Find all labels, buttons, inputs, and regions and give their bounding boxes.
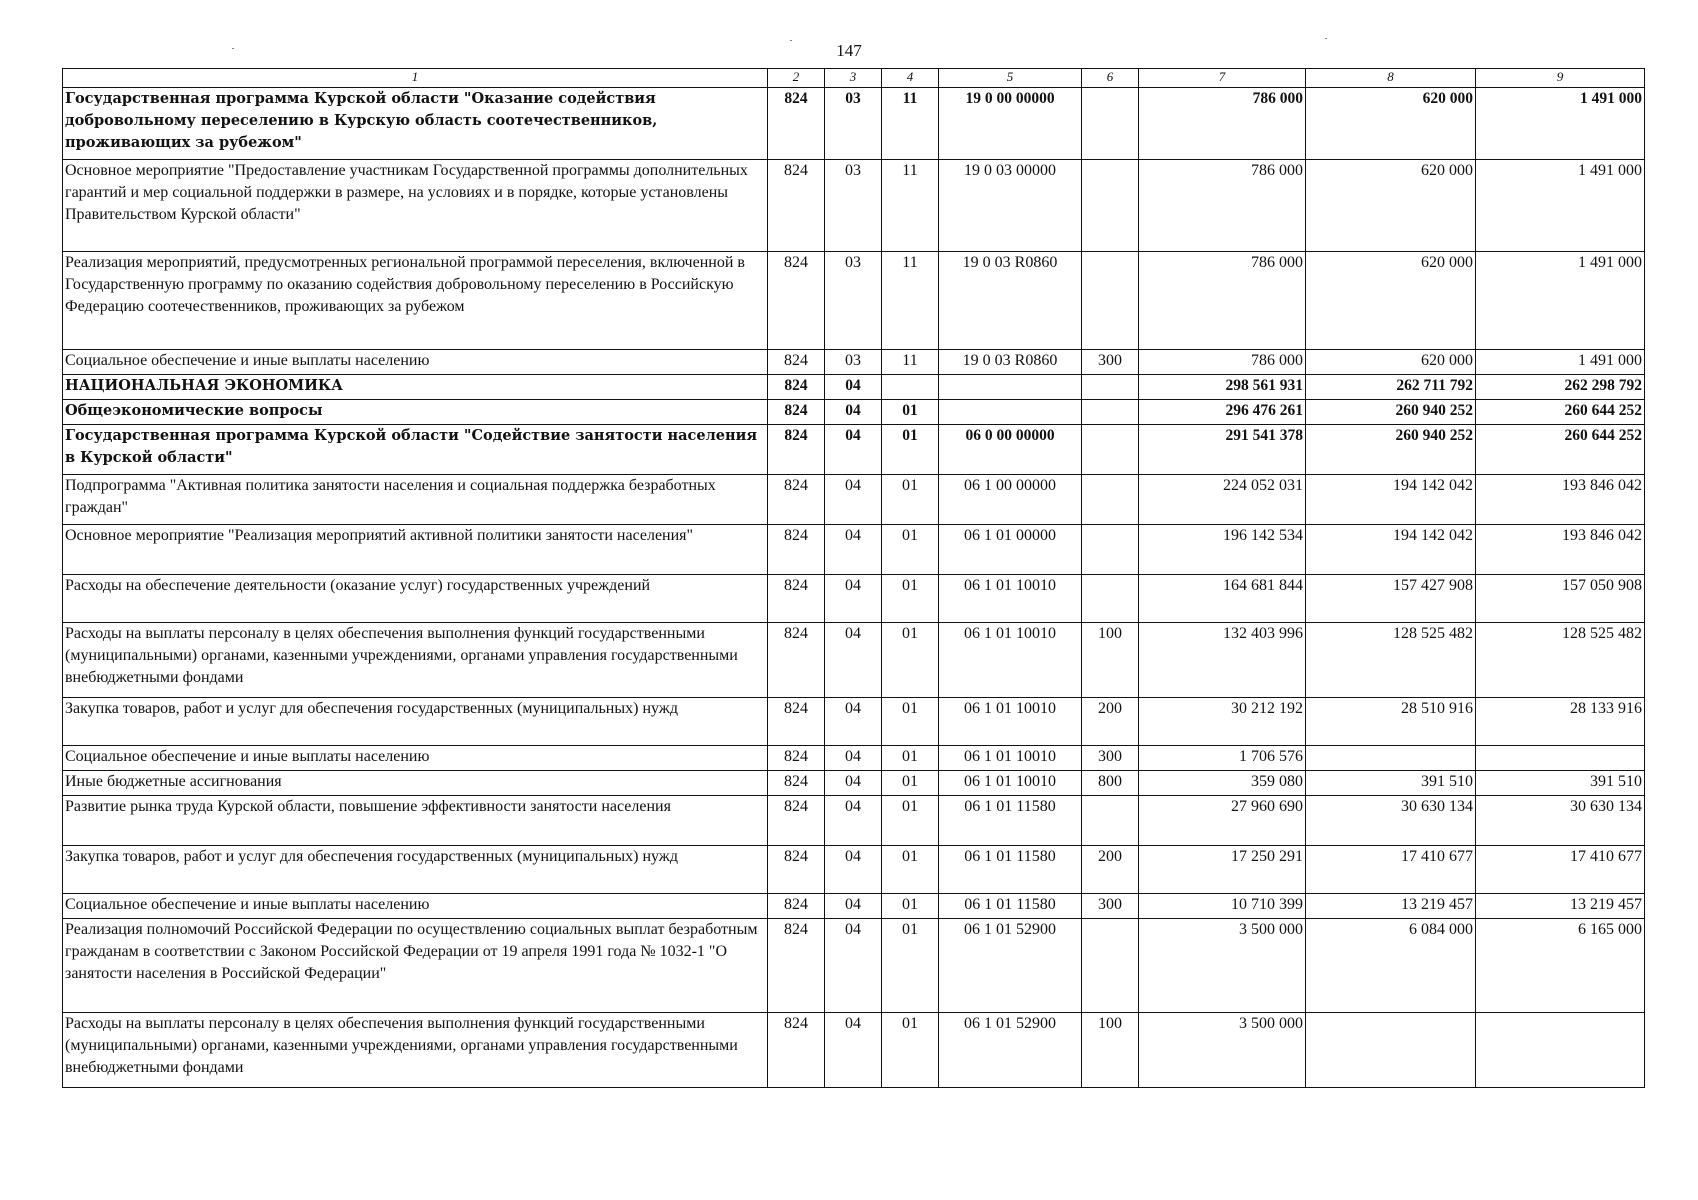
expense-type-code xyxy=(1082,88,1139,160)
subsection-code: 01 xyxy=(882,525,939,575)
amount-col-8: 262 711 792 xyxy=(1306,375,1476,400)
subsection-code: 01 xyxy=(882,575,939,623)
expense-type-code xyxy=(1082,525,1139,575)
expense-type-code: 200 xyxy=(1082,698,1139,746)
amount-col-8: 157 427 908 xyxy=(1306,575,1476,623)
amount-col-8: 620 000 xyxy=(1306,160,1476,252)
header-col-2: 2 xyxy=(768,69,825,88)
target-article-code: 06 1 01 00000 xyxy=(939,525,1082,575)
amount-col-7: 786 000 xyxy=(1139,252,1306,350)
subsection-code: 01 xyxy=(882,771,939,796)
amount-col-7: 10 710 399 xyxy=(1139,894,1306,919)
amount-col-9: 13 219 457 xyxy=(1476,894,1645,919)
section-code: 04 xyxy=(825,375,882,400)
table-row xyxy=(63,623,1645,698)
section-code: 04 xyxy=(825,1013,882,1088)
item-name: Иные бюджетные ассигнования xyxy=(63,771,768,796)
table-row xyxy=(63,846,1645,894)
table-row xyxy=(63,919,1645,1013)
subsection-code: 11 xyxy=(882,350,939,375)
table-row xyxy=(63,1013,1645,1088)
table-row xyxy=(63,400,1645,425)
subsection-code xyxy=(882,375,939,400)
table-row xyxy=(63,771,1645,796)
amount-col-9: 1 491 000 xyxy=(1476,350,1645,375)
subsection-code: 11 xyxy=(882,88,939,160)
section-code: 04 xyxy=(825,400,882,425)
amount-col-8: 194 142 042 xyxy=(1306,475,1476,525)
amount-col-9: 1 491 000 xyxy=(1476,252,1645,350)
target-article-code xyxy=(939,375,1082,400)
section-code: 04 xyxy=(825,846,882,894)
item-name: Государственная программа Курской области "Содействие занятости населения в Курской области" xyxy=(63,425,768,475)
table-row xyxy=(63,894,1645,919)
amount-col-9: 17 410 677 xyxy=(1476,846,1645,894)
amount-col-7: 17 250 291 xyxy=(1139,846,1306,894)
item-name: Закупка товаров, работ и услуг для обеспечения государственных (муниципальных) нужд xyxy=(63,698,768,746)
section-code: 04 xyxy=(825,698,882,746)
target-article-code: 06 1 01 10010 xyxy=(939,575,1082,623)
table-row xyxy=(63,375,1645,400)
amount-col-7: 132 403 996 xyxy=(1139,623,1306,698)
expense-type-code: 300 xyxy=(1082,350,1139,375)
expense-type-code xyxy=(1082,375,1139,400)
amount-col-8: 17 410 677 xyxy=(1306,846,1476,894)
amount-col-8: 128 525 482 xyxy=(1306,623,1476,698)
item-name: Социальное обеспечение и иные выплаты населению xyxy=(63,746,768,771)
amount-col-8: 194 142 042 xyxy=(1306,525,1476,575)
amount-col-7: 291 541 378 xyxy=(1139,425,1306,475)
target-article-code: 06 1 01 11580 xyxy=(939,846,1082,894)
table-row xyxy=(63,425,1645,475)
amount-col-7: 224 052 031 xyxy=(1139,475,1306,525)
section-code: 04 xyxy=(825,796,882,846)
expense-type-code xyxy=(1082,475,1139,525)
item-name: Развитие рынка труда Курской области, повышение эффективности занятости населения xyxy=(63,796,768,846)
grbs-code: 824 xyxy=(768,1013,825,1088)
amount-col-7: 30 212 192 xyxy=(1139,698,1306,746)
subsection-code: 01 xyxy=(882,746,939,771)
subsection-code: 01 xyxy=(882,475,939,525)
scan-speck xyxy=(790,40,792,41)
amount-col-8: 260 940 252 xyxy=(1306,425,1476,475)
expense-type-code: 800 xyxy=(1082,771,1139,796)
section-code: 03 xyxy=(825,160,882,252)
grbs-code: 824 xyxy=(768,475,825,525)
expense-type-code xyxy=(1082,575,1139,623)
amount-col-8: 6 084 000 xyxy=(1306,919,1476,1013)
section-code: 04 xyxy=(825,575,882,623)
amount-col-7: 27 960 690 xyxy=(1139,796,1306,846)
subsection-code: 01 xyxy=(882,698,939,746)
header-col-1: 1 xyxy=(63,69,768,88)
grbs-code: 824 xyxy=(768,698,825,746)
section-code: 04 xyxy=(825,623,882,698)
expense-type-code: 100 xyxy=(1082,623,1139,698)
expense-type-code: 300 xyxy=(1082,894,1139,919)
scan-speck xyxy=(232,48,234,49)
amount-col-9: 260 644 252 xyxy=(1476,400,1645,425)
grbs-code: 824 xyxy=(768,894,825,919)
amount-col-7: 298 561 931 xyxy=(1139,375,1306,400)
amount-col-9: 6 165 000 xyxy=(1476,919,1645,1013)
expense-type-code xyxy=(1082,400,1139,425)
amount-col-9: 193 846 042 xyxy=(1476,475,1645,525)
item-name: Основное мероприятие "Реализация мероприятий активной политики занятости населения" xyxy=(63,525,768,575)
item-name: Расходы на выплаты персоналу в целях обеспечения выполнения функций государственными (муниципальными) органами, казенными учреждениями, органами управления государственными внебюджетными фондами xyxy=(63,1013,768,1088)
table-row xyxy=(63,160,1645,252)
amount-col-9: 157 050 908 xyxy=(1476,575,1645,623)
amount-col-9: 1 491 000 xyxy=(1476,160,1645,252)
item-name: Социальное обеспечение и иные выплаты населению xyxy=(63,350,768,375)
amount-col-8: 620 000 xyxy=(1306,252,1476,350)
target-article-code: 06 1 01 10010 xyxy=(939,698,1082,746)
section-code: 04 xyxy=(825,425,882,475)
header-col-7: 7 xyxy=(1139,69,1306,88)
grbs-code: 824 xyxy=(768,252,825,350)
item-name: Закупка товаров, работ и услуг для обеспечения государственных (муниципальных) нужд xyxy=(63,846,768,894)
grbs-code: 824 xyxy=(768,623,825,698)
expense-type-code: 200 xyxy=(1082,846,1139,894)
table-row xyxy=(63,698,1645,746)
target-article-code: 06 1 01 10010 xyxy=(939,623,1082,698)
subsection-code: 01 xyxy=(882,796,939,846)
table-row xyxy=(63,525,1645,575)
expense-type-code xyxy=(1082,796,1139,846)
amount-col-9: 262 298 792 xyxy=(1476,375,1645,400)
item-name: Расходы на выплаты персоналу в целях обеспечения выполнения функций государственными (муниципальными) органами, казенными учреждениями, органами управления государственными внебюджетными фондами xyxy=(63,623,768,698)
target-article-code: 19 0 00 00000 xyxy=(939,88,1082,160)
item-name: Государственная программа Курской области "Оказание содействия добровольному переселению в Курскую область соотечественников, проживающих за рубежом" xyxy=(63,88,768,160)
item-name: НАЦИОНАЛЬНАЯ ЭКОНОМИКА xyxy=(63,375,768,400)
grbs-code: 824 xyxy=(768,400,825,425)
grbs-code: 824 xyxy=(768,771,825,796)
target-article-code: 06 1 01 10010 xyxy=(939,771,1082,796)
table-row xyxy=(63,350,1645,375)
grbs-code: 824 xyxy=(768,919,825,1013)
grbs-code: 824 xyxy=(768,796,825,846)
amount-col-8: 391 510 xyxy=(1306,771,1476,796)
item-name: Социальное обеспечение и иные выплаты населению xyxy=(63,894,768,919)
amount-col-9: 193 846 042 xyxy=(1476,525,1645,575)
item-name: Основное мероприятие "Предоставление участникам Государственной программы дополнительных гарантий и мер социальной поддержки в размере, на условиях и в порядке, которые установлены Правительством Курской области" xyxy=(63,160,768,252)
section-code: 04 xyxy=(825,475,882,525)
amount-col-7: 196 142 534 xyxy=(1139,525,1306,575)
subsection-code: 01 xyxy=(882,623,939,698)
section-code: 04 xyxy=(825,525,882,575)
target-article-code: 19 0 03 R0860 xyxy=(939,252,1082,350)
subsection-code: 01 xyxy=(882,919,939,1013)
target-article-code: 06 1 00 00000 xyxy=(939,475,1082,525)
amount-col-8 xyxy=(1306,746,1476,771)
page-number: 147 xyxy=(836,41,862,60)
header-col-4: 4 xyxy=(882,69,939,88)
amount-col-7: 359 080 xyxy=(1139,771,1306,796)
section-code: 03 xyxy=(825,350,882,375)
amount-col-9: 28 133 916 xyxy=(1476,698,1645,746)
expense-type-code xyxy=(1082,160,1139,252)
amount-col-9: 1 491 000 xyxy=(1476,88,1645,160)
amount-col-9 xyxy=(1476,1013,1645,1088)
subsection-code: 01 xyxy=(882,425,939,475)
budget-table xyxy=(62,68,1645,1088)
table-row xyxy=(63,796,1645,846)
target-article-code: 06 1 01 52900 xyxy=(939,1013,1082,1088)
header-col-3: 3 xyxy=(825,69,882,88)
amount-col-8 xyxy=(1306,1013,1476,1088)
amount-col-8: 260 940 252 xyxy=(1306,400,1476,425)
grbs-code: 824 xyxy=(768,846,825,894)
amount-col-8: 13 219 457 xyxy=(1306,894,1476,919)
item-name: Подпрограмма "Активная политика занятости населения и социальная поддержка безработных граждан" xyxy=(63,475,768,525)
header-col-5: 5 xyxy=(939,69,1082,88)
subsection-code: 11 xyxy=(882,160,939,252)
target-article-code: 06 1 01 52900 xyxy=(939,919,1082,1013)
amount-col-8: 30 630 134 xyxy=(1306,796,1476,846)
target-article-code: 06 1 01 10010 xyxy=(939,746,1082,771)
subsection-code: 01 xyxy=(882,894,939,919)
amount-col-8: 620 000 xyxy=(1306,350,1476,375)
table-row xyxy=(63,88,1645,160)
amount-col-7: 164 681 844 xyxy=(1139,575,1306,623)
amount-col-7: 3 500 000 xyxy=(1139,1013,1306,1088)
section-code: 03 xyxy=(825,88,882,160)
expense-type-code: 300 xyxy=(1082,746,1139,771)
section-code: 03 xyxy=(825,252,882,350)
amount-col-7: 1 706 576 xyxy=(1139,746,1306,771)
amount-col-7: 786 000 xyxy=(1139,160,1306,252)
grbs-code: 824 xyxy=(768,350,825,375)
table-row xyxy=(63,575,1645,623)
grbs-code: 824 xyxy=(768,575,825,623)
expense-type-code: 100 xyxy=(1082,1013,1139,1088)
expense-type-code xyxy=(1082,919,1139,1013)
header-col-9: 9 xyxy=(1476,69,1645,88)
amount-col-9 xyxy=(1476,746,1645,771)
expense-type-code xyxy=(1082,252,1139,350)
target-article-code: 06 1 01 11580 xyxy=(939,894,1082,919)
item-name: Реализация полномочий Российской Федерации по осуществлению социальных выплат безработным гражданам в соответствии с Законом Российской Федерации от 19 апреля 1991 года № 1032-1 "О занятости населения в Российской Федерации" xyxy=(63,919,768,1013)
amount-col-7: 296 476 261 xyxy=(1139,400,1306,425)
grbs-code: 824 xyxy=(768,375,825,400)
table-row xyxy=(63,475,1645,525)
section-code: 04 xyxy=(825,894,882,919)
table-row xyxy=(63,746,1645,771)
scan-speck xyxy=(1325,38,1327,39)
amount-col-8: 620 000 xyxy=(1306,88,1476,160)
grbs-code: 824 xyxy=(768,160,825,252)
subsection-code: 11 xyxy=(882,252,939,350)
amount-col-9: 30 630 134 xyxy=(1476,796,1645,846)
item-name: Расходы на обеспечение деятельности (оказание услуг) государственных учреждений xyxy=(63,575,768,623)
grbs-code: 824 xyxy=(768,88,825,160)
amount-col-8: 28 510 916 xyxy=(1306,698,1476,746)
section-code: 04 xyxy=(825,919,882,1013)
table-header-row xyxy=(63,69,1645,88)
amount-col-9: 260 644 252 xyxy=(1476,425,1645,475)
section-code: 04 xyxy=(825,771,882,796)
target-article-code: 19 0 03 00000 xyxy=(939,160,1082,252)
grbs-code: 824 xyxy=(768,425,825,475)
section-code: 04 xyxy=(825,746,882,771)
amount-col-9: 128 525 482 xyxy=(1476,623,1645,698)
target-article-code: 19 0 03 R0860 xyxy=(939,350,1082,375)
amount-col-7: 786 000 xyxy=(1139,88,1306,160)
table-row xyxy=(63,252,1645,350)
amount-col-7: 3 500 000 xyxy=(1139,919,1306,1013)
amount-col-9: 391 510 xyxy=(1476,771,1645,796)
grbs-code: 824 xyxy=(768,746,825,771)
target-article-code xyxy=(939,400,1082,425)
item-name: Реализация мероприятий, предусмотренных региональной программой переселения, включенной в Государственную программу по оказанию содействия добровольному переселению в Российскую Федерацию соотечественников, проживающих за рубежом xyxy=(63,252,768,350)
amount-col-7: 786 000 xyxy=(1139,350,1306,375)
subsection-code: 01 xyxy=(882,400,939,425)
item-name: Общеэкономические вопросы xyxy=(63,400,768,425)
header-col-8: 8 xyxy=(1306,69,1476,88)
header-col-6: 6 xyxy=(1082,69,1139,88)
subsection-code: 01 xyxy=(882,846,939,894)
subsection-code: 01 xyxy=(882,1013,939,1088)
grbs-code: 824 xyxy=(768,525,825,575)
target-article-code: 06 1 01 11580 xyxy=(939,796,1082,846)
expense-type-code xyxy=(1082,425,1139,475)
target-article-code: 06 0 00 00000 xyxy=(939,425,1082,475)
